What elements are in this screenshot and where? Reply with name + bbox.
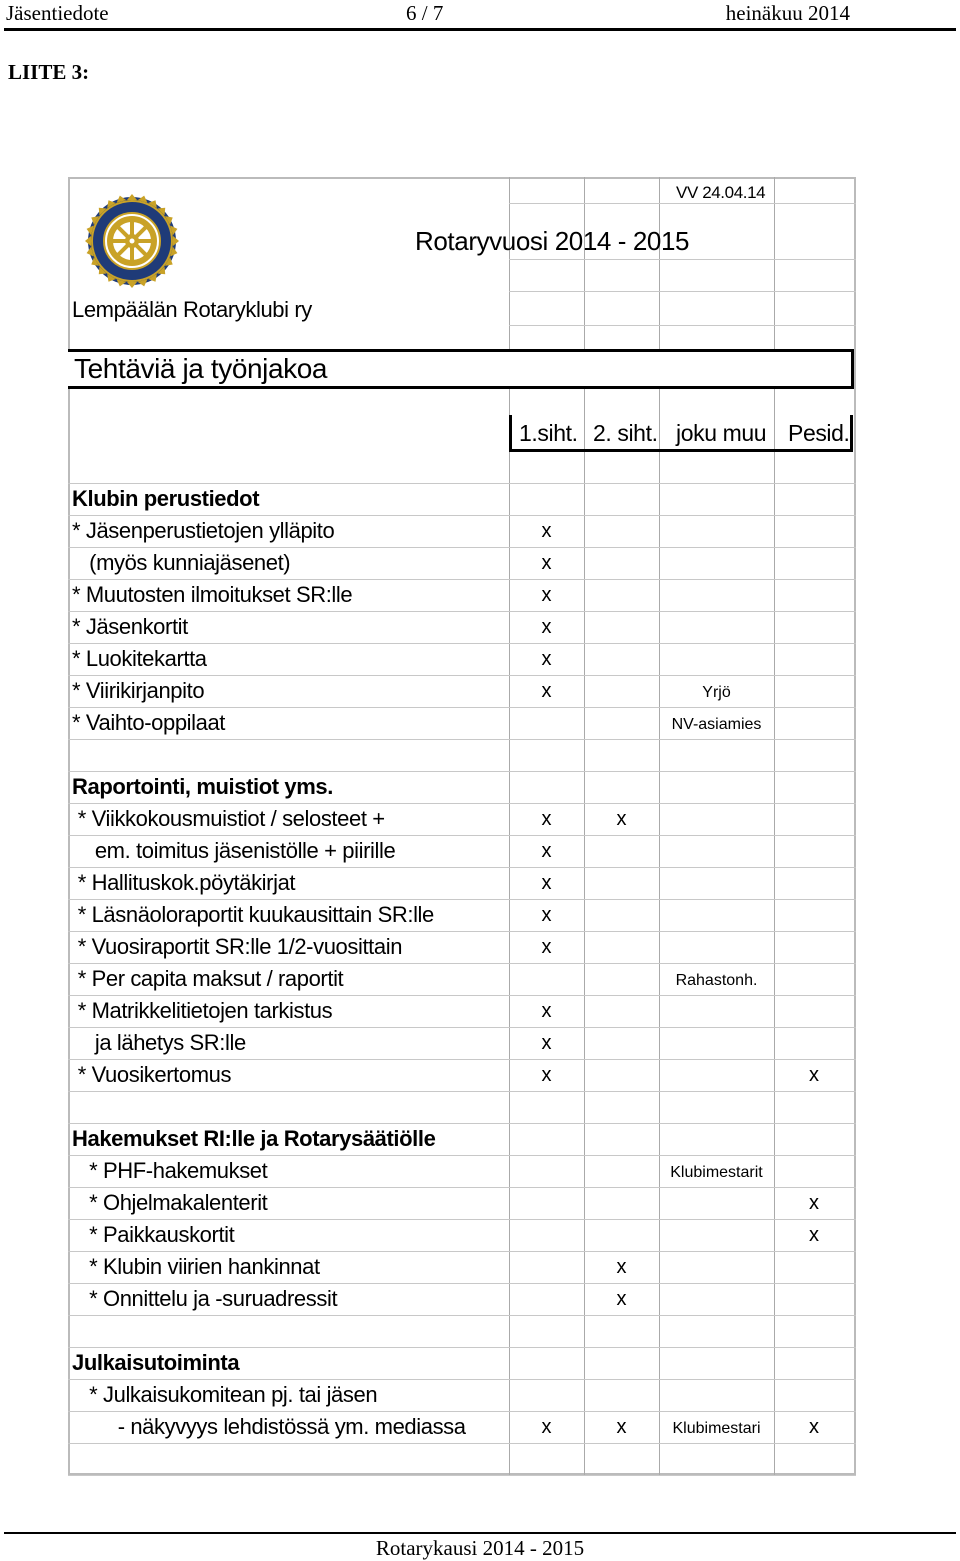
task-label: * Viirikirjanpito (72, 678, 205, 703)
grid-hline (509, 325, 856, 326)
task-cell-c1: x (541, 872, 552, 894)
task-cell-c4: x (809, 1224, 819, 1246)
task-cell-c1: x (541, 936, 552, 958)
col-header-3: joku muu (676, 420, 767, 446)
task-label: em. toimitus jäsenistölle + piirille (72, 838, 396, 863)
task-cell-c1: x (541, 904, 552, 926)
task-cell-c1: x (541, 520, 552, 542)
appendix-label: LIITE 3: (8, 60, 90, 84)
task-label: * Viikkokousmuistiot / selosteet + (72, 806, 385, 831)
task-cell-c1: x (541, 616, 552, 638)
grid-hline (509, 291, 856, 292)
task-cell-c4: x (809, 1192, 819, 1214)
col-header-2: 2. siht. (593, 420, 658, 446)
task-cell-c2: x (616, 1256, 627, 1278)
section-heading: Raportointi, muistiot yms. (72, 774, 333, 799)
task-label: * Vaihto-oppilaat (72, 710, 226, 735)
header-rule (4, 28, 956, 31)
col-header-4: Pesid. (788, 420, 850, 446)
task-label: * Per capita maksut / raportit (72, 966, 344, 991)
task-cell-c2: x (616, 1288, 627, 1310)
col-header-1: 1.siht. (519, 420, 578, 446)
task-cell-c4: x (809, 1416, 819, 1438)
task-cell-c3: NV-asiamies (671, 716, 762, 733)
page-header (0, 0, 960, 28)
task-label: * Paikkauskortit (72, 1222, 235, 1247)
task-label: - näkyvyys lehdistössä ym. mediassa (72, 1414, 466, 1439)
task-cell-c1: x (541, 1064, 552, 1086)
section-heading: Julkaisutoiminta (72, 1350, 240, 1375)
footer-rule (4, 1532, 956, 1534)
task-cell-c3: Klubimestari (672, 1420, 761, 1437)
task-label: ja lähetys SR:lle (72, 1030, 246, 1055)
task-label: * Klubin viirien hankinnat (72, 1254, 320, 1279)
task-cell-c3: Yrjö (702, 684, 731, 701)
header-left: Jäsentiedote (6, 1, 109, 25)
task-cell-c2: x (616, 808, 627, 830)
task-label: * Vuosiraportit SR:lle 1/2-vuosittain (72, 934, 403, 959)
task-cell-c1: x (541, 552, 552, 574)
task-cell-c1: x (541, 1416, 552, 1438)
task-label: * Julkaisukomitean pj. tai jäsen (72, 1382, 378, 1407)
task-cell-c1: x (541, 680, 552, 702)
task-label: * Vuosikertomus (72, 1062, 232, 1087)
grid-hline (68, 1315, 856, 1316)
task-label: * Läsnäoloraportit kuukausittain SR:lle (72, 902, 434, 927)
rotary-logo (82, 185, 182, 301)
grid-hline (509, 259, 856, 260)
task-sheet (68, 177, 856, 1475)
task-cell-c3: Klubimestarit (670, 1164, 763, 1181)
section-heading: Klubin perustiedot (72, 486, 260, 511)
club-name: Lempäälän Rotaryklubi ry (72, 297, 312, 322)
year-title: Rotaryvuosi 2014 - 2015 (415, 226, 690, 256)
task-cell-c1: x (541, 648, 552, 670)
task-label: (myös kunniajäsenet) (72, 550, 291, 575)
task-cell-c3: Rahastonh. (675, 972, 758, 989)
grid-hline (68, 1475, 856, 1476)
doc-title: Tehtäviä ja työnjakoa (74, 353, 328, 384)
header-page: 6 / 7 (406, 1, 444, 25)
task-cell-c1: x (541, 840, 552, 862)
task-label: * PHF-hakemukset (72, 1158, 268, 1183)
task-label: * Onnittelu ja -suruadressit (72, 1286, 338, 1311)
version-label: VV 24.04.14 (676, 183, 766, 202)
task-label: * Jäsenkortit (72, 614, 188, 639)
task-label: * Ohjelmakalenterit (72, 1190, 268, 1215)
page-footer: Rotarykausi 2014 - 2015 (375, 1536, 585, 1560)
task-cell-c1: x (541, 1032, 552, 1054)
task-label: * Luokitekartta (72, 646, 207, 671)
task-cell-c1: x (541, 584, 552, 606)
task-cell-c1: x (541, 808, 552, 830)
section-heading: Hakemukset RI:lle ja Rotarysäätiölle (72, 1126, 436, 1151)
task-cell-c4: x (809, 1064, 819, 1086)
task-label: * Jäsenperustietojen ylläpito (72, 518, 335, 543)
task-label: * Hallituskok.pöytäkirjat (72, 870, 296, 895)
task-label: * Matrikkelitietojen tarkistus (72, 998, 333, 1023)
task-cell-c1: x (541, 1000, 552, 1022)
header-date: heinäkuu 2014 (725, 1, 850, 25)
task-cell-c2: x (616, 1416, 627, 1438)
grid-hline (68, 1091, 856, 1092)
task-label: * Muutosten ilmoitukset SR:lle (72, 582, 353, 607)
